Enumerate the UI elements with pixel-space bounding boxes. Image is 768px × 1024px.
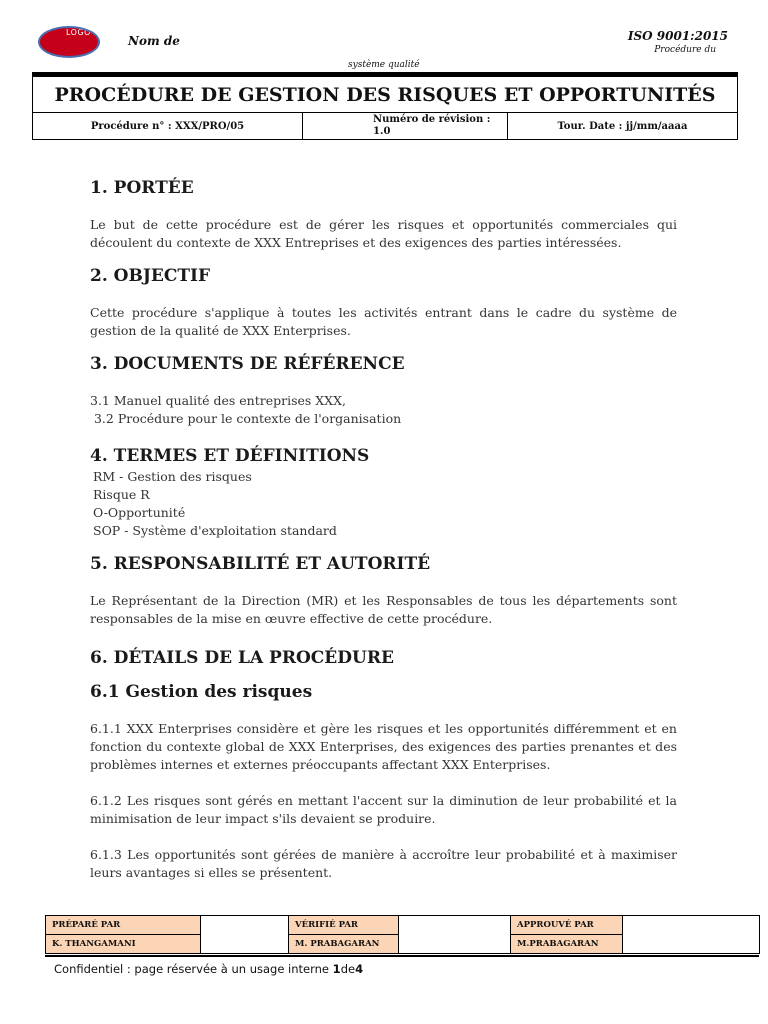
verified-signature	[399, 916, 511, 954]
approved-signature	[623, 916, 760, 954]
section-heading: 4. TERMES ET DÉFINITIONS	[90, 446, 370, 466]
prepared-name: K. THANGAMANI	[46, 935, 201, 954]
page-separator: de	[340, 962, 356, 976]
confidential-text: Confidentiel : page réservée à un usage interne	[54, 962, 333, 976]
verified-name: M. PRABAGARAN	[289, 935, 399, 954]
section-heading: 5. RESPONSABILITÉ ET AUTORITÉ	[90, 554, 431, 574]
section-heading: 2. OBJECTIF	[90, 266, 211, 286]
revision-value: 1.0	[373, 126, 391, 137]
systeme-qualite-label: système qualité	[348, 60, 420, 70]
footer-divider	[45, 955, 759, 957]
document-title: PROCÉDURE DE GESTION DES RISQUES ET OPPORTUNITÉS	[33, 77, 737, 113]
definitions-list	[90, 468, 677, 540]
reference-list	[90, 392, 677, 428]
section-text: 6.1.1 XXX Enterprises considère et gère les risques et les opportunités différemment et en fonction du contexte global de XXX Enterprises, des exigences des parties prenantes et des problèmes internes et externes préoccupants affectant XXX Enterprises.	[90, 721, 677, 772]
subsection-heading: 6.1 Gestion des risques	[90, 682, 313, 702]
section-text: 6.1.2 Les risques sont gérés en mettant l'accent sur la diminution de leur probabilité et la minimisation de leur impact s'ils devaient se produire.	[90, 793, 677, 826]
section-heading: 1. PORTÉE	[90, 178, 194, 198]
prepared-label: PRÉPARÉ PAR	[46, 916, 201, 935]
list-item: SOP - Système d'exploitation standard	[93, 523, 337, 538]
company-logo	[38, 26, 100, 58]
list-item: 3.1 Manuel qualité des entreprises XXX,	[90, 393, 346, 408]
confidential-note	[54, 962, 363, 976]
section-text: 6.1.3 Les opportunités sont gérées de manière à accroître leur probabilité et à maximiser leurs avantages si elles se présentent.	[90, 847, 677, 880]
prepared-signature	[201, 916, 289, 954]
iso-standard: ISO 9001:2015	[627, 29, 728, 43]
revision-cell	[303, 113, 508, 139]
procedure-du-label: Procédure du	[654, 45, 716, 55]
list-item: 3.2 Procédure pour le contexte de l'organisation	[90, 411, 402, 426]
document-body	[90, 178, 677, 882]
company-name-label: Nom de	[128, 34, 180, 48]
approval-table	[45, 915, 760, 954]
revision-date: Tour. Date : jj/mm/aaaa	[557, 120, 688, 132]
verified-label: VÉRIFIÉ PAR	[289, 916, 399, 935]
section-text: Cette procédure s'applique à toutes les activités entrant dans le cadre du système de gestion de la qualité de XXX Enterprises.	[90, 305, 677, 338]
logo-text: LOGO	[66, 28, 91, 37]
list-item: O-Opportunité	[93, 505, 186, 520]
approved-name: M.PRABAGARAN	[511, 935, 623, 954]
list-item: RM - Gestion des risques	[93, 469, 252, 484]
page-total: 4	[355, 962, 364, 976]
revision-label: Numéro de révision :	[373, 114, 491, 125]
table-row	[46, 916, 760, 935]
approved-label: APPROUVÉ PAR	[511, 916, 623, 935]
title-info-row	[33, 113, 737, 139]
list-item: Risque R	[93, 487, 150, 502]
section-text: Le but de cette procédure est de gérer les risques et opportunités commerciales qui découlent du contexte de XXX Entreprises et des exigences des parties intéressées.	[90, 217, 677, 250]
section-text: Le Représentant de la Direction (MR) et les Responsables de tous les départements sont responsables de la mise en œuvre effective de cette procédure.	[90, 593, 677, 626]
page-current: 1	[332, 962, 341, 976]
title-block	[32, 72, 738, 140]
procedure-number: Procédure n° : XXX/PRO/05	[33, 113, 303, 139]
section-heading: 3. DOCUMENTS DE RÉFÉRENCE	[90, 354, 405, 374]
section-heading: 6. DÉTAILS DE LA PROCÉDURE	[90, 648, 394, 668]
